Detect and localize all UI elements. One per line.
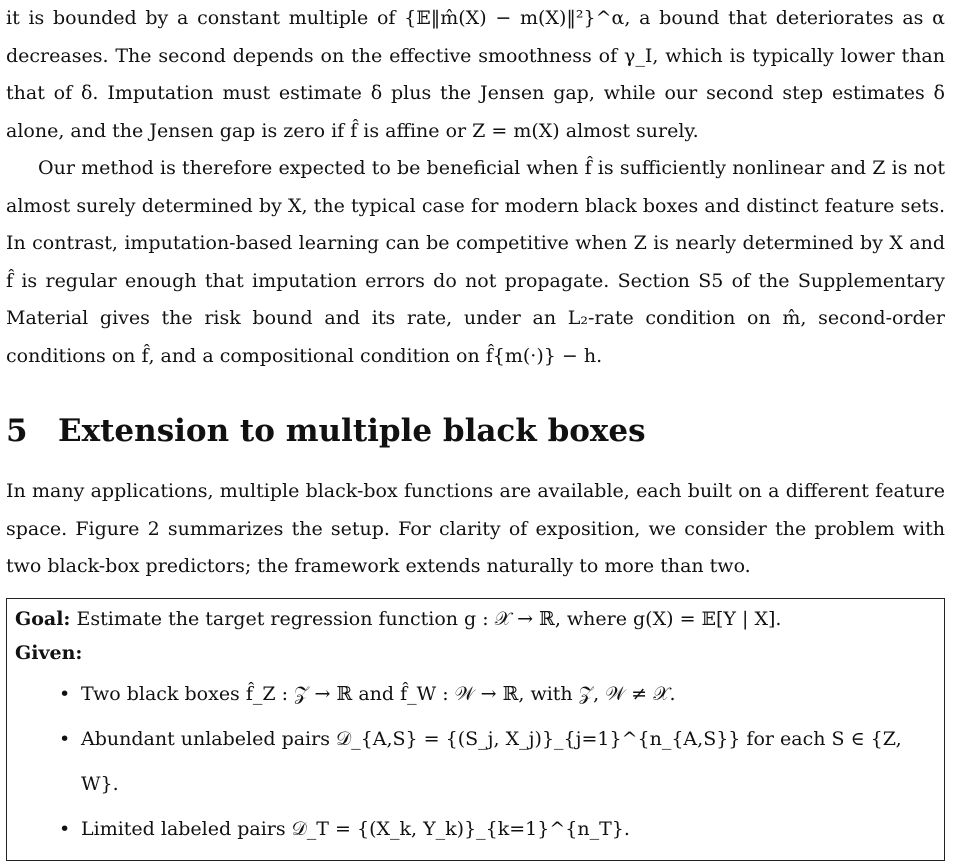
given-item-text: Limited labeled pairs 𝒟_T = {(X_k, Y_k)}_{k=1}^{n_T}.: [81, 817, 630, 840]
given-list: [15, 672, 934, 852]
given-item-text: Abundant unlabeled pairs 𝒟_{A,S} = {(S_j, X_j)}_{j=1}^{n_{A,S}} for each S ∈ {Z, W}.: [81, 727, 902, 795]
section-intro-paragraph: In many applications, multiple black-box functions are available, each built on a different feature space. Figure 2 summarizes the setup. For clarity of exposition, we consider the problem with two black-box predictors; the framework extends naturally to more than two.: [6, 480, 945, 577]
body-paragraph-2: Our method is therefore expected to be beneficial when f̂ is sufficiently nonlinear and Z is not almost surely determined by X, the typical case for modern black boxes and distinct feature sets. In contrast, imputation-based learning can be competitive when Z is nearly determined by X and f̂ is regular enough that imputation errors do not propagate. Section S5 of the Supplementary Material gives the risk bound and its rate, under an L₂-rate condition on m̂, second-order conditions on f̂, and a compositional condition on f̂{m(·)} − h.: [6, 157, 945, 367]
list-item: [59, 807, 934, 852]
section-title: Extension to multiple black boxes: [58, 413, 646, 449]
bullet-icon: •: [59, 727, 71, 750]
goal-row: [15, 602, 934, 636]
bullet-icon: •: [59, 682, 71, 705]
problem-setup-box: [6, 598, 945, 861]
bullet-icon: •: [59, 817, 71, 840]
given-item-text: Two black boxes f̂_Z : 𝒵 → ℝ and f̂_W : 𝒲 → ℝ, with 𝒵, 𝒲 ≠ 𝒳.: [81, 682, 676, 705]
given-label: Given:: [15, 641, 83, 664]
list-item: [59, 672, 934, 717]
goal-text: Estimate the target regression function g : 𝒳 → ℝ, where g(X) = 𝔼[Y | X].: [76, 607, 782, 630]
section-heading: [6, 411, 945, 451]
goal-label: Goal:: [15, 607, 71, 630]
section-number: 5: [6, 413, 28, 449]
body-paragraph-1: it is bounded by a constant multiple of {𝔼‖m̂(X) − m(X)‖²}^α, a bound that deteriorates as α decreases. The second depends on the effective smoothness of γ_I, which is typically lower than that of δ. Imputation must estimate δ plus the Jensen gap, while our second step estimates δ alone, and the Jensen gap is zero if f̂ is affine or Z = m(X) almost surely.: [6, 7, 945, 142]
given-row: [15, 636, 934, 670]
list-item: [59, 717, 934, 807]
